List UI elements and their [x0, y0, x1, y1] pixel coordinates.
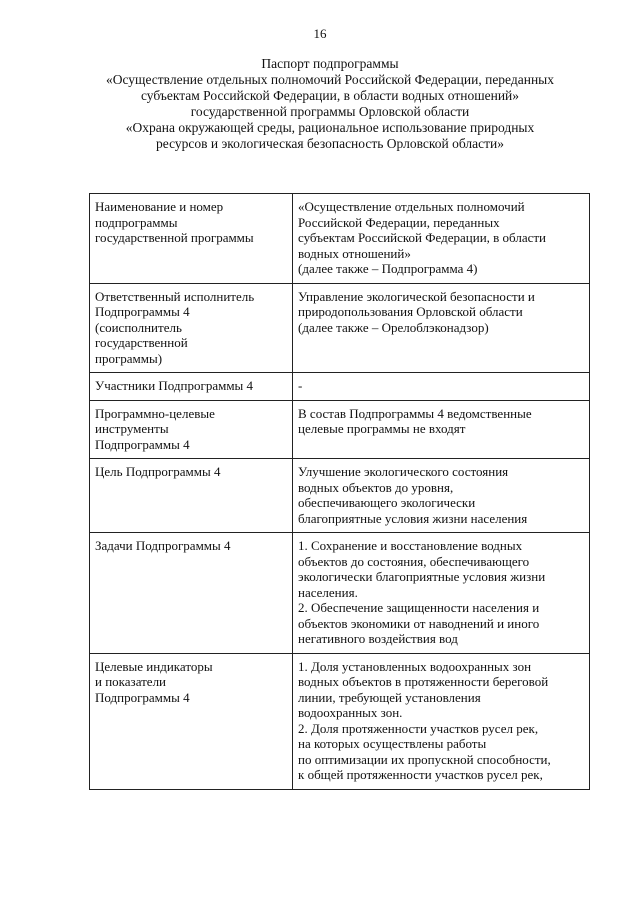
row-label-line: Задачи Подпрограммы 4 [95, 538, 231, 553]
row-label-line: Наименование и номер [95, 199, 224, 214]
row-value-line: (далее также – Подпрограмма 4) [298, 261, 478, 276]
row-value-line: В состав Подпрограммы 4 ведомственные [298, 405, 532, 421]
row-label-cell [90, 533, 293, 654]
row-value-cell [293, 194, 590, 284]
row-label-cell [90, 459, 293, 533]
row-label-line: Участники Подпрограммы 4 [95, 378, 254, 393]
row-value-cell [293, 533, 590, 654]
heading-line: Паспорт подпрограммы [261, 56, 399, 71]
heading-line: ресурсов и экологическая безопасность Орловской области» [155, 136, 504, 151]
heading-line: государственной программы Орловской области [190, 104, 470, 119]
row-value-cell [293, 400, 590, 459]
row-value-line: целевые программы не входят [298, 421, 466, 436]
row-label-cell [90, 653, 293, 789]
row-label-line: Подпрограммы 4 [95, 436, 190, 452]
row-value-line: на которых осуществлены работы [298, 736, 487, 751]
row-value-line: водоохранных зон. [298, 705, 403, 720]
row-value-line: 1. Сохранение и восстановление водных [298, 538, 523, 553]
row-value-line: негативного воздействия вод [298, 631, 458, 646]
row-value-line: субъектам Российской Федерации, в области [298, 230, 546, 245]
table-row [90, 400, 590, 459]
row-value-line: (далее также – Орелоблэконадзор) [298, 319, 489, 335]
row-value-line: «Осуществление отдельных полномочий [298, 199, 525, 214]
row-value-line: природопользования Орловской области [298, 304, 523, 319]
row-value-line: Управление экологической безопасности и [298, 288, 535, 304]
row-value-cell [293, 653, 590, 789]
row-label-line: инструменты [95, 421, 169, 436]
row-value-line: Российской Федерации, переданных [298, 214, 500, 230]
row-label-line: Цель Подпрограммы 4 [95, 464, 221, 479]
table-row [90, 373, 590, 401]
row-value-cell [293, 373, 590, 401]
row-label-line: Целевые индикаторы [95, 658, 213, 674]
table-row [90, 194, 590, 284]
row-label-line: Подпрограммы 4 [95, 689, 190, 705]
row-label-cell [90, 283, 293, 373]
heading-line: субъектам Российской Федерации, в области водных отношений» [140, 88, 520, 103]
heading-line: «Осуществление отдельных полномочий Российской Федерации, переданных [105, 72, 555, 87]
document-heading [60, 56, 600, 152]
row-value-line: к общей протяженности участков русел рек, [298, 767, 543, 782]
row-value-line: Улучшение экологического состояния [298, 464, 509, 479]
row-value-line: 2. Обеспечение защищенности населения и [298, 600, 540, 615]
row-label-line: программы) [95, 350, 163, 366]
row-value-line: 2. Доля протяженности участков русел рек, [298, 720, 539, 736]
row-value-line: объектов экономики от наводнений и иного [298, 615, 540, 631]
row-label-line: государственной [95, 335, 188, 350]
row-value-line: по оптимизации их пропускной способности, [298, 751, 551, 767]
table-row [90, 533, 590, 654]
row-label-line: Подпрограммы 4 [95, 304, 190, 319]
row-label-line: и показатели [95, 674, 167, 689]
row-value-line: 1. Доля установленных водоохранных зон [298, 658, 532, 674]
heading-line: «Охрана окружающей среды, рациональное использование природных [125, 120, 535, 135]
passport-table [89, 193, 590, 790]
row-value-line: благоприятные условия жизни населения [298, 510, 528, 526]
table-row [90, 653, 590, 789]
row-value-cell [293, 459, 590, 533]
row-value-cell [293, 283, 590, 373]
row-label-line: Программно-целевые [95, 405, 215, 421]
row-label-line: подпрограммы [95, 214, 178, 230]
row-value-line: объектов до состояния, обеспечивающего [298, 553, 530, 569]
row-label-cell [90, 194, 293, 284]
row-label-cell [90, 400, 293, 459]
page-number: 16 [313, 26, 327, 41]
row-value-line: линии, требующей установления [298, 689, 481, 705]
row-value-line: населения. [298, 584, 358, 600]
row-value-line: водных отношений» [298, 245, 411, 261]
row-label-line: Ответственный исполнитель [95, 288, 255, 304]
row-value-line: обеспечивающего экологически [298, 495, 476, 510]
row-label-cell [90, 373, 293, 401]
table-row [90, 283, 590, 373]
row-value-line: экологически благоприятные условия жизни [298, 569, 546, 584]
row-label-line: государственной программы [95, 230, 254, 245]
row-value-line: водных объектов в протяженности береговой [298, 674, 549, 689]
row-value-line: водных объектов до уровня, [298, 479, 454, 495]
row-label-line: (соисполнитель [95, 319, 182, 335]
table-row [90, 459, 590, 533]
row-value-line: - [298, 378, 303, 393]
